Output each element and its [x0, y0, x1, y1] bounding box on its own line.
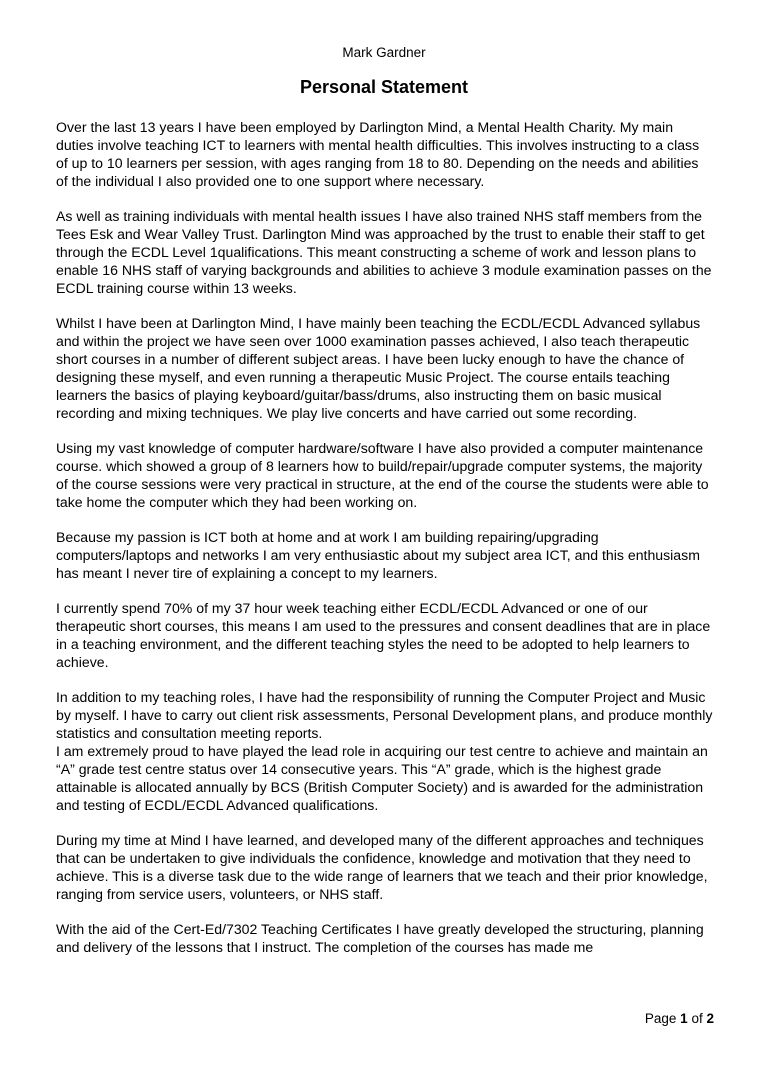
of-word: of	[691, 1011, 703, 1026]
paragraph-9: During my time at Mind I have learned, and developed many of the different approaches and techniques that can be undertaken to give individuals the confidence, knowledge and motivation that they need to achieve. This is a diverse task due to the wide range of learners that we teach and their prior knowledge, ranging from service users, volunteers, or NHS staff.	[56, 832, 708, 902]
author-name: Mark Gardner	[342, 45, 426, 60]
paragraph-5: Because my passion is ICT both at home and at work I am building repairing/upgrading computers/laptops and networks I am very enthusiastic about my subject area ICT, and this enthusiasm has meant I never tire of explaining a concept to my learners.	[56, 529, 700, 581]
page-number	[645, 1010, 714, 1028]
page-total: 2	[706, 1011, 714, 1026]
paragraph-4: Using my vast knowledge of computer hardware/software I have also provided a computer maintenance course. which showed a group of 8 learners how to build/repair/upgrade computer systems, the majority of the course sessions were very practical in structure, at the end of the course the students were able to take home the computer which they had been working on.	[56, 440, 709, 510]
page-current: 1	[680, 1011, 688, 1026]
paragraph-10: With the aid of the Cert-Ed/7302 Teaching Certificates I have greatly developed the structuring, planning and delivery of the lessons that I instruct. The completion of the courses has made me	[56, 921, 704, 955]
paragraph-1: Over the last 13 years I have been employed by Darlington Mind, a Mental Health Charity. My main duties involve teaching ICT to learners with mental health difficulties. This involves instructing to a class of up to 10 learners per session, with ages ranging from 18 to 80. Depending on the needs and abilities of the individual I also provided one to one support where necessary.	[56, 119, 700, 189]
statement-body	[56, 118, 713, 956]
paragraph-6: I currently spend 70% of my 37 hour week teaching either ECDL/ECDL Advanced or one of our therapeutic short courses, this means I am used to the pressures and consent deadlines that are in place in a teaching environment, and the different teaching styles the need to be adopted to help learners to achieve.	[56, 600, 711, 670]
paragraph-7: In addition to my teaching roles, I have had the responsibility of running the Computer Project and Music by myself. I have to carry out client risk assessments, Personal Development plans, and produce monthly statistics and consultation meeting reports.	[56, 689, 713, 741]
paragraph-2: As well as training individuals with mental health issues I have also trained NHS staff members from the Tees Esk and Wear Valley Trust. Darlington Mind was approached by the trust to enable their staff to get through the ECDL Level 1qualifications. This meant constructing a scheme of work and lesson plans to enable 16 NHS staff of varying backgrounds and abilities to achieve 3 module examination passes on the ECDL training course within 13 weeks.	[56, 208, 712, 296]
page-word: Page	[644, 1011, 677, 1026]
paragraph-8: I am extremely proud to have played the lead role in acquiring our test centre to achieve and maintain an “A” grade test centre status over 14 consecutive years. This “A” grade, which is the highest grade attainable is allocated annually by BCS (British Computer Society) and is awarded for the administration and testing of ECDL/ECDL Advanced qualifications.	[56, 743, 708, 813]
paragraph-3: Whilst I have been at Darlington Mind, I have mainly been teaching the ECDL/ECDL Advanced syllabus and within the project we have seen over 1000 examination passes achieved, I also teach therapeutic short courses in a number of different subject areas. I have been lucky enough to have the chance of designing these myself, and even running a therapeutic Music Project. The course entails teaching learners the basics of playing keyboard/guitar/bass/drums, also instructing them on basic musical recording and mixing techniques. We play live concerts and have carried out some recording.	[56, 315, 701, 421]
document-title: Personal Statement	[299, 77, 469, 97]
